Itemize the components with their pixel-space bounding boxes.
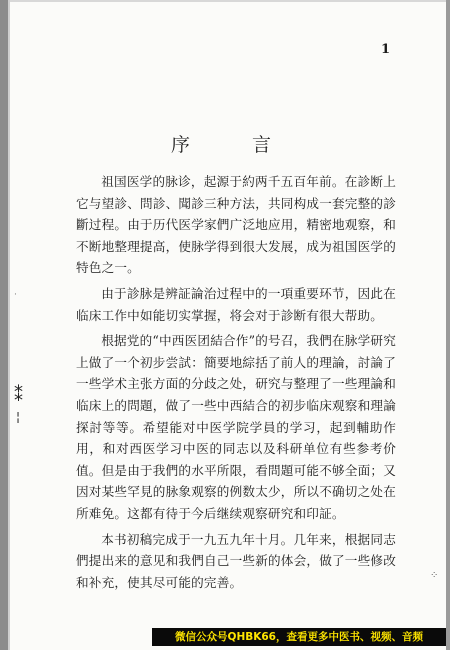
watermark-banner: 微信公众号QHBK66，查看更多中医书、视频、音频 — [152, 628, 446, 646]
left-scan-edge — [0, 0, 8, 650]
page-title: 序 言 — [170, 134, 300, 156]
scan-speck-corner: ⁘ — [430, 570, 439, 581]
right-scan-edge — [446, 0, 450, 650]
binding-mark: ⁑ — [14, 385, 23, 406]
top-border — [0, 0, 450, 2]
paragraph-4: 本书初稿完成于一九五九年十月。几年来，根据同志們提出来的意见和我們自己一些新的体会，做了一些修改和补充，使其尽可能的完善。 — [76, 531, 396, 590]
scan-speck: · — [14, 290, 17, 300]
paragraph-1: 祖国医学的脉诊，起源于約两千五百年前。在診断上它与望診、問診、聞診三种方法，共同构成一套完整的診斷过程。由于历代医学家們广泛地应用，精密地观察，和不断地整理提高，使脉学得到很大发展，成为祖国医学的特色之一。 — [76, 174, 396, 276]
paragraph-2: 由于診脉是辨証論治过程中的一項重要环节，因此在临床工作中如能切实掌握，将会对于診断有很大帮助。 — [76, 285, 396, 323]
left-scan-edge-inner — [8, 0, 10, 650]
binding-mark-small: ¦ — [16, 410, 21, 424]
body-text — [76, 171, 396, 597]
paragraph-3: 根据党的“中西医团結合作”的号召，我們在脉学研究上做了一个初步尝試：簡要地綜括了前人的理論，討論了一些学术主张方面的分歧之处，研究与整理了一些理論和临床上的問題，做了一些中西結合的初步临床观察和理論探討等等。希望能对中医学院学員的学习，起到輔助作用，和对西医学习中医的同志以及科研单位有些参考价值。但是由于我們的水平所限，看問題可能不够全面；又因对某些罕見的脉象观察的例数太少，所以不确切之处在所难免。这都有待于今后继续观察研究和印証。 — [76, 333, 396, 521]
page-number: 1 — [380, 42, 390, 57]
